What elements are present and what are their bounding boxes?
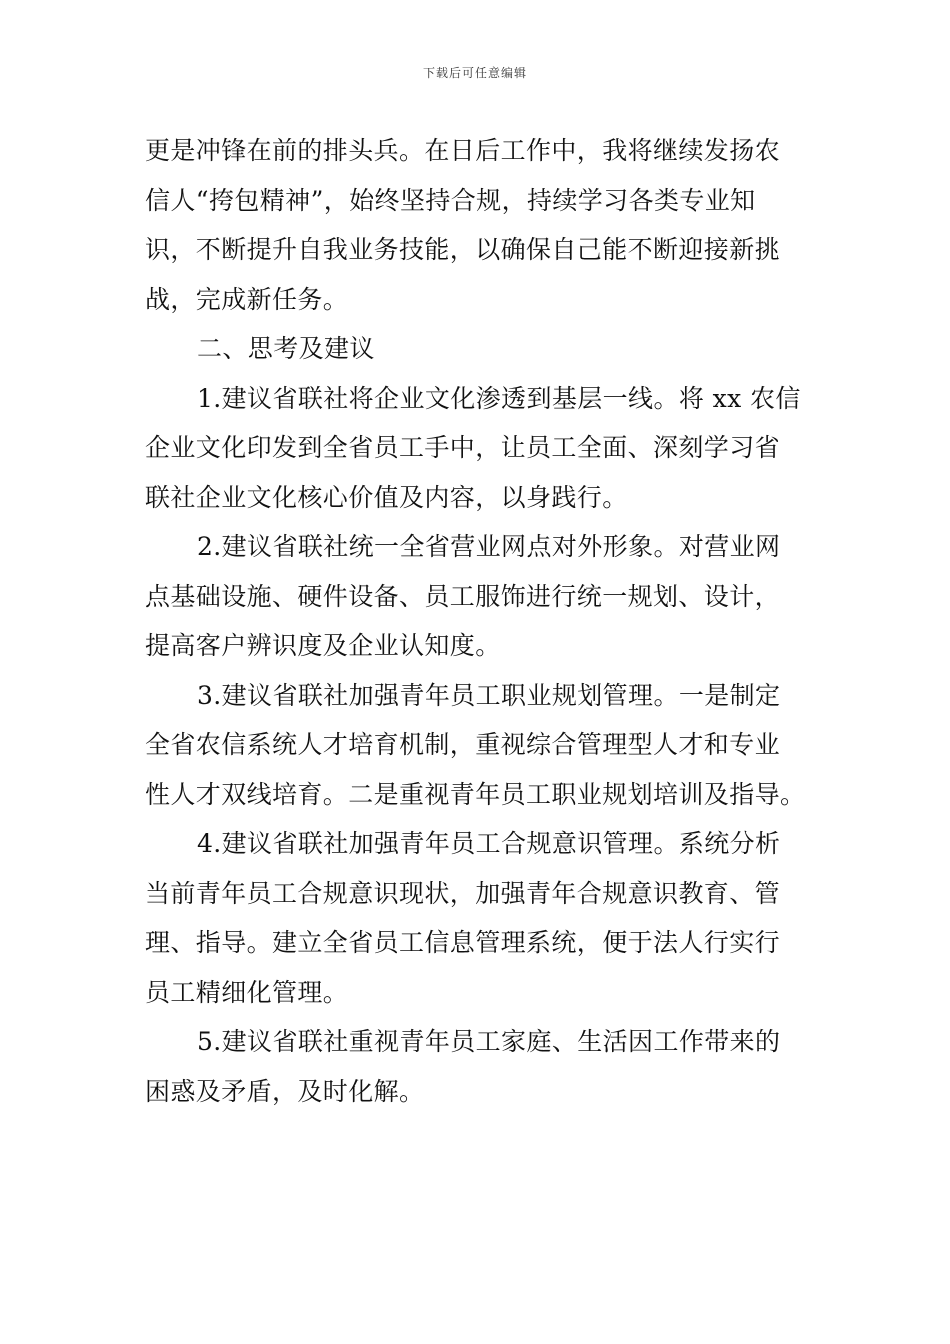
section-heading: 二、思考及建议 <box>197 334 375 363</box>
suggestion-4-line-4: 员工精细化管理。 <box>145 977 349 1007</box>
text-line-4: 战，完成新任务。 <box>145 284 349 314</box>
suggestion-3-line-3: 性人才双线培育。二是重视青年员工职业规划培训及指导。 <box>145 779 806 809</box>
suggestion-1-line-3: 联社企业文化核心价值及内容，以身践行。 <box>145 482 628 512</box>
suggestion-4-line-1: 4.建议省联社加强青年员工合规意识管理。系统分析 <box>197 829 781 858</box>
suggestion-4-line-2: 当前青年员工合规意识现状，加强青年合规意识教育、管 <box>145 878 781 908</box>
suggestion-3-line-2: 全省农信系统人才培育机制，重视综合管理型人才和专业 <box>145 730 781 759</box>
suggestion-5-line-1: 5.建议省联社重视青年员工家庭、生活因工作带来的 <box>197 1027 781 1056</box>
suggestion-5-line-2: 困惑及矛盾，及时化解。 <box>145 1076 425 1106</box>
page-header: 下载后可任意编辑 <box>422 66 527 80</box>
suggestion-4-line-3: 理、指导。建立全省员工信息管理系统，便于法人行实行 <box>145 928 781 957</box>
document-body <box>145 126 817 1116</box>
text-line-1: 更是冲锋在前的排头兵。在日后工作中，我将继续发扬农 <box>145 136 781 165</box>
suggestion-2-line-2: 点基础设施、硬件设备、员工服饰进行统一规划、设计， <box>145 581 781 611</box>
suggestion-2-line-3: 提高客户辨识度及企业认知度。 <box>145 631 501 660</box>
suggestion-3-line-1: 3.建议省联社加强青年员工职业规划管理。一是制定 <box>197 680 781 710</box>
text-line-2: 信人“挎包精神”，始终坚持合规，持续学习各类专业知 <box>145 185 756 215</box>
suggestion-1-line-2: 企业文化印发到全省员工手中，让员工全面、深刻学习省 <box>145 433 781 462</box>
suggestion-1-line-1: 1.建议省联社将企业文化渗透到基层一线。将 xx 农信 <box>197 383 801 413</box>
suggestion-2-line-1: 2.建议省联社统一全省营业网点对外形象。对营业网 <box>197 532 781 561</box>
text-line-3: 识，不断提升自我业务技能，以确保自己能不断迎接新挑 <box>145 235 781 264</box>
